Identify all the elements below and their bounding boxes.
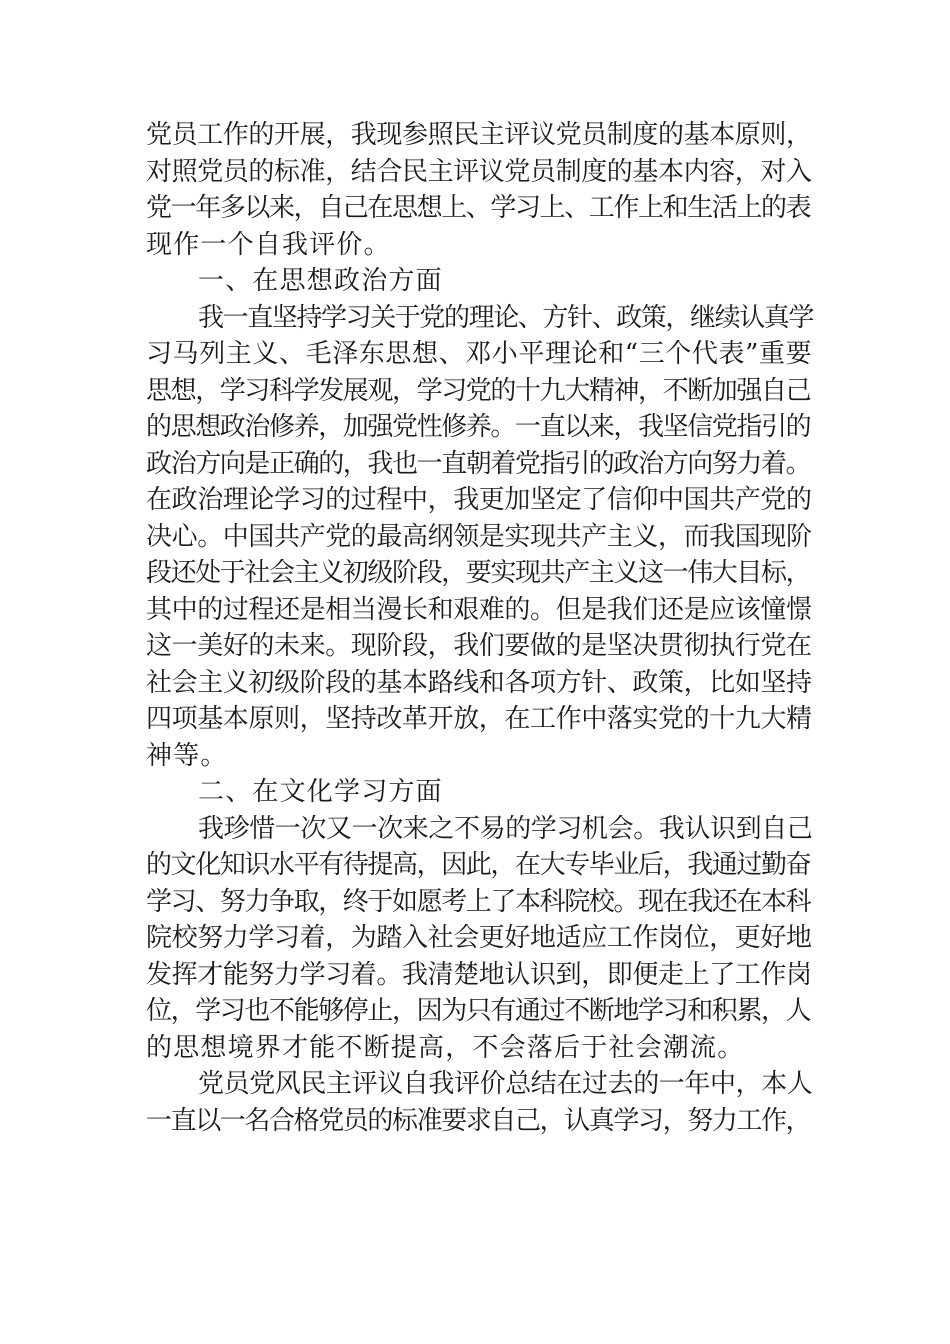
text-line: 院校努力学习着，为踏入社会更好地适应工作岗位，更好地	[146, 923, 812, 953]
text-line: 位，学习也不能够停止，因为只有通过不断地学习和积累，人	[146, 996, 811, 1026]
text-line: 我一直坚持学习关于党的理论、方针、政策，继续认真学	[198, 302, 814, 333]
text-line: 党员党风民主评议自我评价总结在过去的一年中，本人	[198, 1069, 813, 1099]
text-line: 四项基本原则，坚持改革开放，在工作中落实党的十九大精	[146, 704, 812, 734]
text-line: 段还处于社会主义初级阶段，要实现共产主义这一伟大目标，	[146, 558, 811, 588]
text-line: 社会主义初级阶段的基本路线和各项方针、政策，比如坚持	[146, 667, 812, 698]
text-line: 学习、努力争取，终于如愿考上了本科院校。现在我还在本科	[146, 886, 811, 917]
text-line: 其中的过程还是相当漫长和艰难的。但是我们还是应该憧憬	[146, 594, 812, 625]
text-line: 一、在思想政治方面	[198, 266, 443, 296]
text-line: 我珍惜一次又一次来之不易的学习机会。我认识到自己	[198, 813, 813, 844]
text-line: 这一美好的未来。现阶段，我们要做的是坚决贯彻执行党在	[146, 631, 812, 661]
text-line: 一直以一名合格党员的标准要求自己，认真学习，努力工作，	[146, 1105, 811, 1136]
text-line: 党一年多以来，自己在思想上、学习上、工作上和生活上的表	[146, 193, 811, 223]
text-line: 二、在文化学习方面	[198, 777, 443, 807]
text-line: 党员工作的开展，我现参照民主评议党员制度的基本原则，	[146, 120, 812, 150]
text-line: 在政治理论学习的过程中，我更加坚定了信仰中国共产党的	[146, 485, 812, 515]
text-line: 的思想政治修养，加强党性修养。一直以来，我坚信党指引的	[146, 412, 811, 442]
text-line: 习马列主义、毛泽东思想、邓小平理论和“三个代表”重要	[146, 339, 813, 369]
text-line: 神等。	[146, 740, 228, 771]
text-line: 政治方向是正确的，我也一直朝着党指引的政治方向努力着。	[146, 448, 811, 479]
text-line: 的思想境界才能不断提高，不会落后于社会潮流。	[146, 1032, 745, 1063]
text-line: 发挥才能努力学习着。我清楚地认识到，即便走上了工作岗	[146, 959, 812, 990]
text-line: 现作一个自我评价。	[146, 229, 391, 260]
text-line: 对照党员的标准，结合民主评议党员制度的基本内容，对入	[146, 156, 812, 187]
text-line: 的文化知识水平有待提高，因此，在大专毕业后，我通过勤奋	[146, 850, 811, 880]
text-line: 思想，学习科学发展观，学习党的十九大精神，不断加强自己	[146, 375, 811, 406]
text-line: 决心。中国共产党的最高纲领是实现共产主义，而我国现阶	[146, 521, 812, 552]
document-page	[146, 117, 814, 1139]
